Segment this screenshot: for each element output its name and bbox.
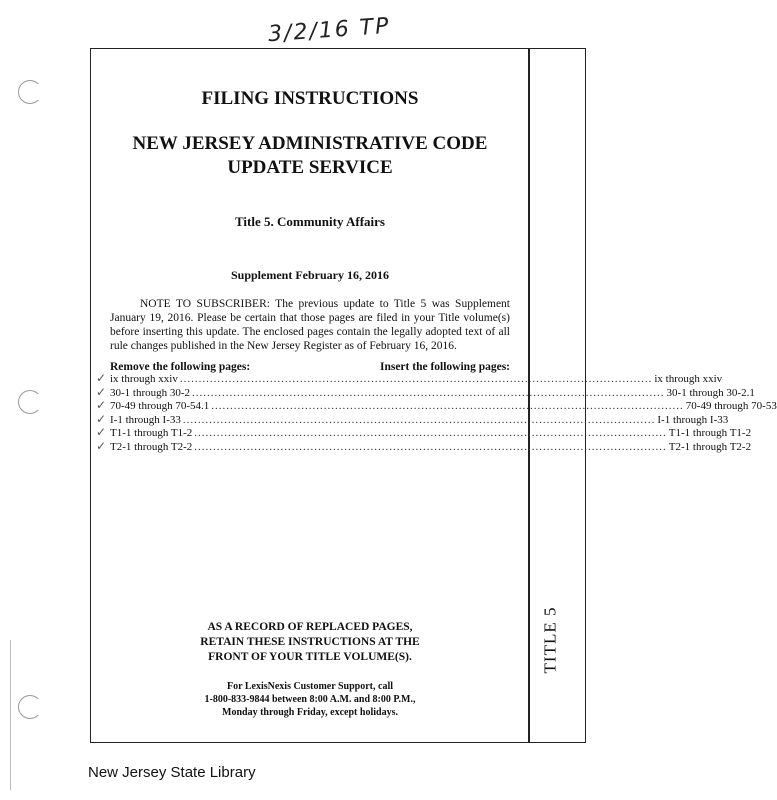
leader-dots: .............................................................................................................................. — [211, 400, 684, 412]
punch-hole — [18, 695, 42, 719]
checkmark-icon: ✓ — [96, 371, 107, 385]
record-line: AS A RECORD OF REPLACED PAGES, — [207, 621, 413, 633]
checkmark-icon: ✓ — [96, 398, 107, 412]
record-line: FRONT OF YOUR TITLE VOLUME(S). — [208, 651, 412, 663]
leader-dots: .............................................................................................................................. — [182, 413, 656, 426]
code-title-line2: UPDATE SERVICE — [227, 157, 393, 178]
table-row — [96, 398, 777, 414]
supplement-date: Supplement February 16, 2016 — [230, 268, 389, 282]
leader-dots: .............................................................................................................................. — [194, 427, 667, 439]
page-title: FILING INSTRUCTIONS — [201, 88, 419, 109]
remove-pages: 70-49 through 70-54.1 — [110, 400, 210, 412]
remove-pages: 30-1 through 30-2 — [110, 386, 191, 399]
checkmark-icon: ✓ — [96, 438, 107, 453]
remove-header: Remove the following pages: — [110, 361, 251, 373]
library-stamp: New Jersey State Library — [88, 764, 256, 781]
leader-dots: .............................................................................................................................. — [179, 373, 653, 385]
insert-pages: 30-1 through 30-2.1 — [666, 386, 755, 399]
record-notice — [110, 620, 510, 665]
insert-pages: T1-1 through T1-2 — [668, 427, 752, 439]
document-body — [96, 88, 777, 454]
support-line: For LexisNexis Customer Support, call — [226, 681, 393, 692]
checkmark-icon: ✓ — [96, 384, 107, 399]
record-line: RETAIN THESE INSTRUCTIONS AT THE — [200, 636, 420, 648]
tab-label — [530, 600, 570, 680]
punch-hole — [18, 390, 42, 414]
insert-pages: T2-1 through T2-2 — [668, 440, 752, 453]
checkmark-icon: ✓ — [96, 411, 107, 426]
subscriber-note: NOTE TO SUBSCRIBER: The previous update to Title 5 was Supplement January 19, 2016. Please be certain that those pages are filed in your Title volume(s) before inserting this update. The enclosed pages contain the legally adopted text of all rule changes published in the New Jersey Register as of February 16, 2016. — [110, 298, 510, 352]
table-row — [96, 384, 755, 401]
remove-pages: ix through xxiv — [110, 373, 178, 385]
pages-table-header — [110, 361, 510, 373]
remove-pages: T2-1 through T2-2 — [110, 440, 193, 453]
title-number: Title 5. Community Affairs — [235, 214, 385, 229]
table-row — [96, 371, 723, 387]
insert-pages: 70-49 through 70-53 — [685, 400, 777, 412]
customer-support-info — [110, 680, 510, 719]
support-line: Monday through Friday, except holidays. — [222, 707, 398, 718]
remove-pages: I-1 through I-33 — [110, 413, 181, 426]
margin-line — [10, 640, 11, 790]
support-phone: 1-800-833-9844 between 8:00 A.M. and 8:00 P.M., — [204, 694, 416, 705]
insert-pages: ix through xxiv — [654, 373, 723, 385]
insert-header: Insert the following pages: — [379, 361, 510, 373]
leader-dots: .............................................................................................................................. — [192, 386, 665, 399]
leader-dots: .............................................................................................................................. — [194, 440, 667, 453]
punch-hole — [18, 80, 42, 104]
table-row — [96, 425, 752, 441]
code-title-line1: NEW JERSEY ADMINISTRATIVE CODE — [132, 133, 488, 154]
checkmark-icon: ✓ — [96, 425, 107, 439]
handwritten-annotation: 3/2/16 TP — [267, 13, 392, 48]
table-row — [96, 438, 752, 455]
tab-label-text: TITLE 5 — [540, 606, 560, 674]
table-row — [96, 411, 729, 428]
remove-pages: T1-1 through T1-2 — [110, 427, 193, 439]
insert-pages: I-1 through I-33 — [657, 413, 729, 426]
